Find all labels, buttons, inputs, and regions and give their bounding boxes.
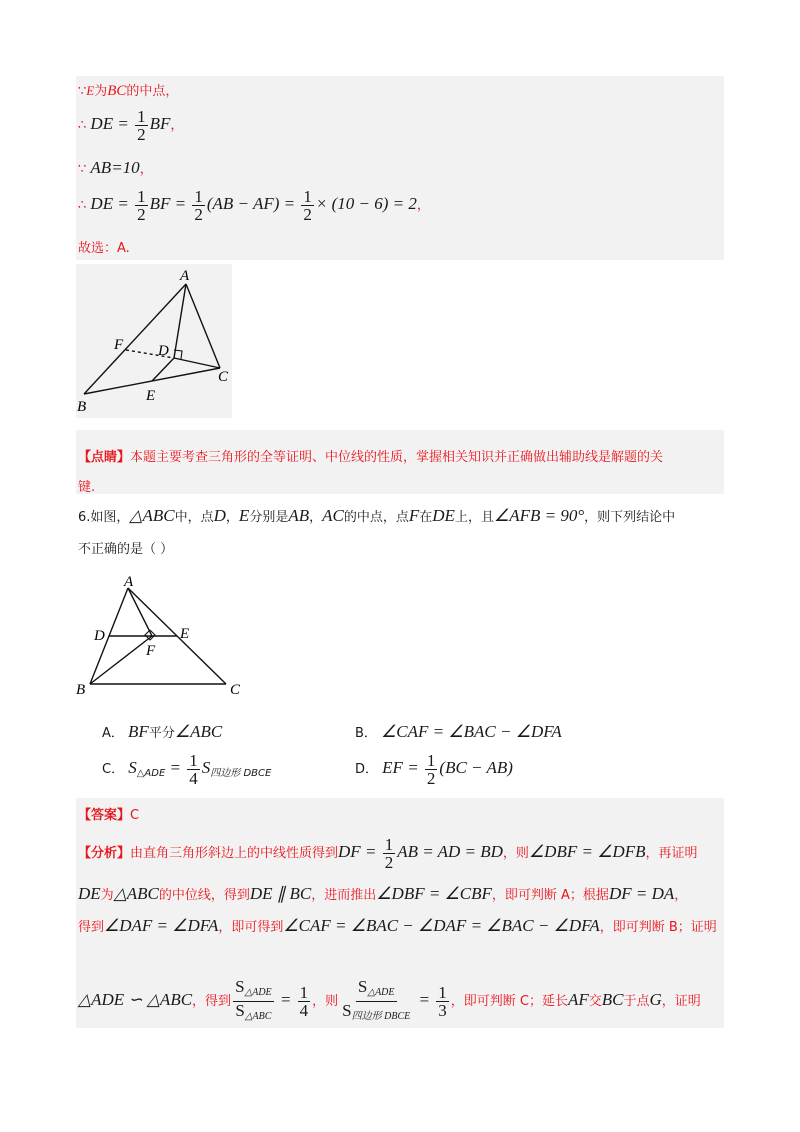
solution-line-3: ∵ AB=10， <box>78 158 153 177</box>
solution-line-2: ∴ DE = $\frac{1}{2}$ BF， <box>78 107 184 144</box>
fig2-label-A: A <box>124 574 134 590</box>
answer-line: 【答案】C <box>78 808 140 823</box>
fig1-label-D: D <box>158 343 169 359</box>
figure-2-triangle <box>76 572 246 698</box>
analysis-line-3: 得到∠DAF = ∠DFA，即可得到∠CAF = ∠BAC − ∠DAF = ∠BAC − ∠DFA，即可判断 B；证明 <box>78 916 717 935</box>
option-D[interactable]: D． EF = $\frac{1}{2}$ (BC − AB) <box>355 751 513 788</box>
option-C[interactable]: C． $S_{\triangle ADE}$ = $\frac{1}{4}$ $S_{四边形 DBCE}$ <box>102 751 272 788</box>
fig2-label-D: D <box>94 628 105 644</box>
fig2-label-B: B <box>76 682 86 698</box>
figure-1-triangle <box>76 264 232 418</box>
comment-line-1: 【点睛】本题主要考查三角形的全等证明、中位线的性质，掌握相关知识并正确做出辅助线是解题的关 <box>78 450 664 465</box>
solution-choice: 故选：A. <box>78 241 130 256</box>
fig1-label-F: F <box>114 337 124 353</box>
question-6-line-1: 6.如图，△ABC中，点D，E分别是AB，AC的中点，点F在DE上，且∠AFB = 90°，则下列结论中 <box>78 506 676 525</box>
analysis-line-2: DE为△ABC的中位线，得到DE ∥ BC，进而推出∠DBF = ∠CBF，即可判断 A；根据DF = DA， <box>78 884 688 903</box>
solution-block <box>76 76 724 260</box>
question-6-line-2: 不正确的是（ ） <box>78 542 174 557</box>
option-B[interactable]: B． ∠CAF = ∠BAC − ∠DFA <box>355 722 562 741</box>
fig2-label-F: F <box>146 643 156 659</box>
fig2-label-E: E <box>180 626 190 642</box>
fig1-label-E: E <box>146 388 156 404</box>
analysis-line-1: 【分析】由直角三角形斜边上的中线性质得到DF = $\frac{1}{2}$ AB = AD = BD，则∠DBF = ∠DFB，再证明 <box>78 835 698 872</box>
solution-line-4: ∴ DE = $\frac{1}{2}$ BF = $\frac{1}{2}$ (AB − AF) = $\frac{1}{2}$ × (10 − 6) = 2， <box>78 187 430 224</box>
fig1-label-C: C <box>218 369 229 385</box>
analysis-line-4: △ADE ∽ △ABC，得到 $\frac{S_{\triangle ADE}}{S_{\triangle ABC}}$ = $\frac{1}{4}$ ，则 $\frac{S_{\triangle ADE}}{S_{四边形 DBCE}}$ = $\frac{1}{3}$ ，即可判断 C；延长AF交BC于点G，证明 <box>78 977 701 1022</box>
fig1-label-A: A <box>180 268 190 284</box>
option-A[interactable]: A． BF平分∠ABC <box>102 722 223 741</box>
fig2-label-C: C <box>230 682 241 698</box>
solution-line-1: ∵E为BC的中点， <box>78 83 179 99</box>
fig1-label-B: B <box>77 399 87 415</box>
comment-line-2: 键. <box>78 480 96 495</box>
